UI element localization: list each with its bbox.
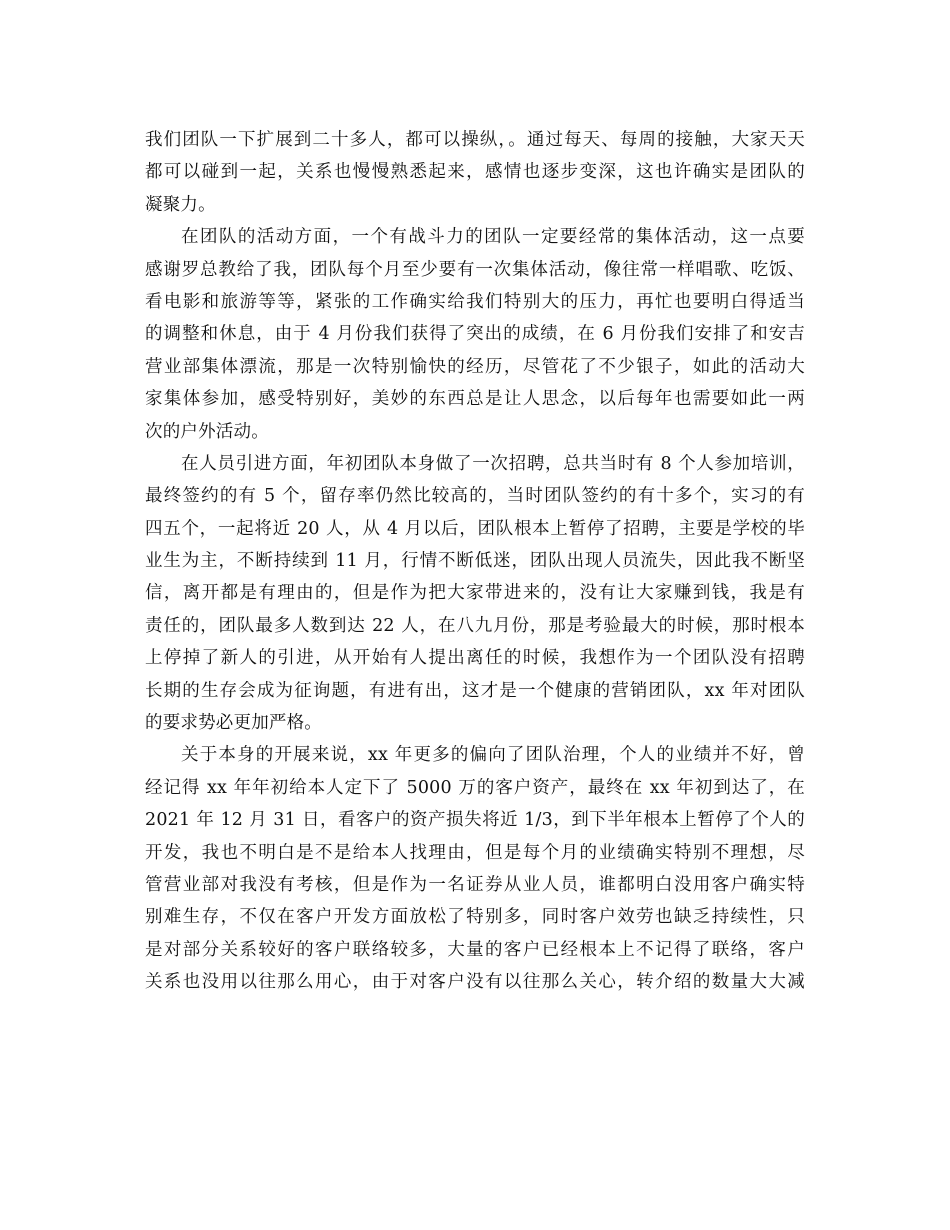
text-line: 的要求势必更加严格。 — [145, 713, 322, 734]
text-line: 我们团队一下扩展到二十多人，都可以操纵，。通过每天、每周的接触，大家天天 — [145, 130, 805, 150]
text-line: 信，离开都是有理由的，但是作为把大家带进来的，没有让大家赚到钱，我是有 — [145, 583, 805, 604]
text-line: 长期的生存会成为征询题，有进有出，这才是一个健康的营销团队，xx 年对团队 — [145, 680, 805, 701]
paragraph — [145, 739, 805, 998]
text-line: 关于本身的开展来说，xx 年更多的偏向了团队治理，个人的业绩并不好，曾 — [181, 745, 805, 766]
text-line: 关系也没用以往那么用心，由于对客户没有以往那么关心，转介绍的数量大大减 — [145, 972, 805, 993]
text-line: 在团队的活动方面，一个有战斗力的团队一定要经常的集体活动，这一点要 — [181, 227, 805, 248]
text-line: 在人员引进方面，年初团队本身做了一次招聘，总共当时有 8 个人参加培训， — [181, 453, 805, 474]
text-line: 看电影和旅游等等，紧张的工作确实给我们特别大的压力，再忙也要明白得适当 — [145, 291, 805, 312]
document-body — [145, 124, 805, 999]
text-line: 四五个，一起将近 20 人，从 4 月以后，团队根本上暂停了招聘，主要是学校的毕 — [145, 518, 805, 539]
text-line: 营业部集体漂流，那是一次特别愉快的经历，尽管花了不少银子，如此的活动大 — [145, 356, 805, 377]
text-line: 家集体参加，感受特别好，美妙的东西总是让人思念，以后每年也需要如此一两 — [145, 389, 805, 410]
text-line: 管营业部对我没有考核，但是作为一名证券从业人员，谁都明白没用客户确实特 — [145, 874, 805, 895]
text-line: 的调整和休息，由于 4 月份我们获得了突出的成绩，在 6 月份我们安排了和安吉 — [145, 324, 805, 345]
paragraph — [145, 448, 805, 740]
text-line: 都可以碰到一起，关系也慢慢熟悉起来，感情也逐步变深，这也许确实是团队的 — [145, 162, 805, 183]
paragraph — [145, 124, 805, 221]
text-line: 经记得 xx 年年初给本人定下了 5000 万的客户资产，最终在 xx 年初到达了，在 — [145, 777, 805, 798]
text-line: 感谢罗总教给了我，团队每个月至少要有一次集体活动，像往常一样唱歌、吃饭、 — [145, 259, 805, 280]
text-line: 次的户外活动。 — [145, 421, 269, 442]
text-line: 责任的，团队最多人数到达 22 人，在八九月份，那是考验最大的时候，那时根本 — [145, 615, 805, 636]
text-line: 凝聚力。 — [145, 194, 216, 215]
paragraph — [145, 221, 805, 448]
text-line: 2021 年 12 月 31 日，看客户的资产损失将近 1/3，到下半年根本上暂停了个人的 — [145, 810, 805, 831]
text-line: 上停掉了新人的引进，从开始有人提出离任的时候，我想作为一个团队没有招聘 — [145, 648, 805, 669]
text-line: 开发，我也不明白是不是给本人找理由，但是每个月的业绩确实特别不理想，尽 — [145, 842, 805, 863]
text-line: 最终签约的有 5 个，留存率仍然比较高的，当时团队签约的有十多个，实习的有 — [145, 486, 805, 507]
text-line: 业生为主，不断持续到 11 月，行情不断低迷，团队出现人员流失，因此我不断坚 — [145, 551, 805, 572]
text-line: 别难生存，不仅在客户开发方面放松了特别多，同时客户效劳也缺乏持续性，只 — [145, 907, 805, 928]
text-line: 是对部分关系较好的客户联络较多，大量的客户已经根本上不记得了联络，客户 — [145, 939, 805, 960]
